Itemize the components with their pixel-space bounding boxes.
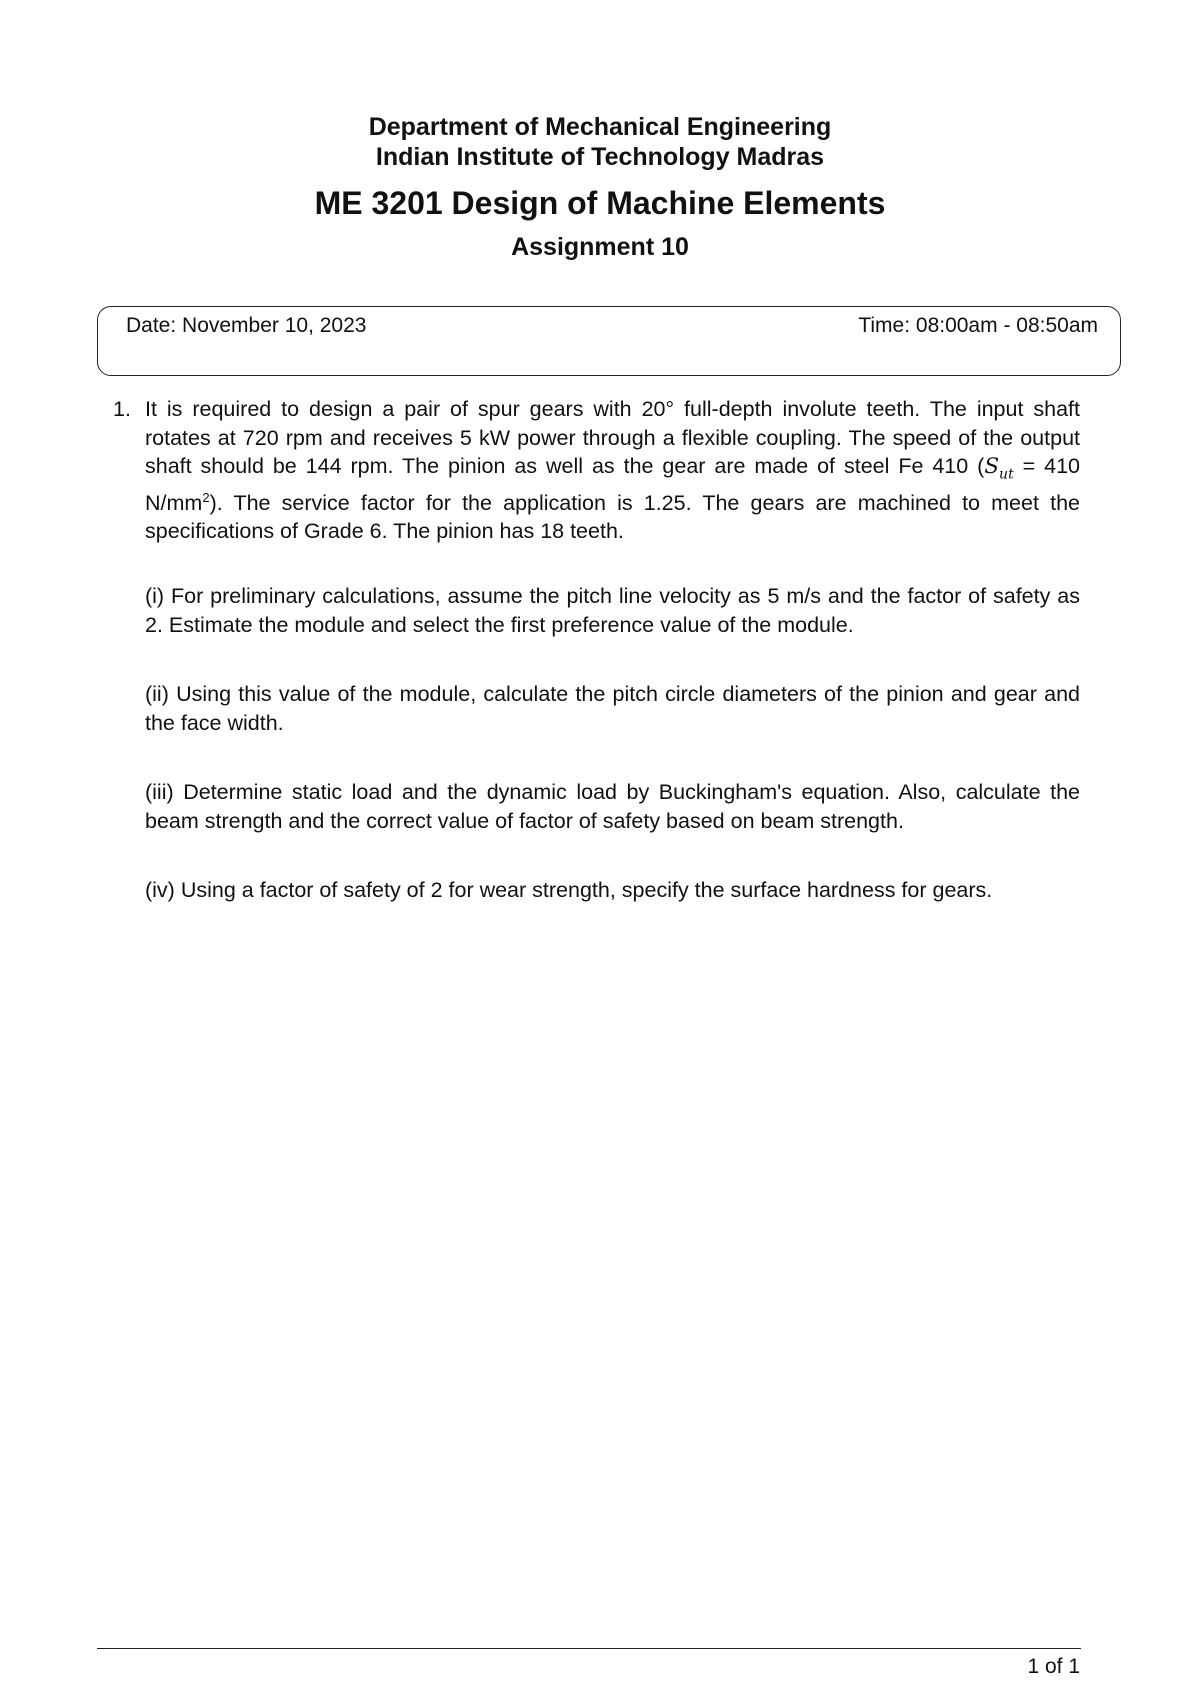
problem-statement xyxy=(145,395,1080,546)
exam-date: Date: November 10, 2023 xyxy=(126,314,367,337)
exam-time: Time: 08:00am - 08:50am xyxy=(858,314,1098,337)
part-ii: (ii) Using this value of the module, calculate the pitch circle diameters of the pinion and gear and the face width. xyxy=(145,682,1080,735)
sut-symbol: S xyxy=(984,454,1000,479)
sut-subscript: ut xyxy=(999,466,1014,483)
part-iv: (iv) Using a factor of safety of 2 for wear strength, specify the surface hardness for gears. xyxy=(145,878,993,902)
pressure-angle: 20° xyxy=(641,397,675,421)
problem-number: 1. xyxy=(113,397,131,421)
problem-text-2: full-depth involute teeth. The input shaft rotates at 720 rpm and receives 5 kW power through a flexible coupling. The speed of the output shaft should be 144 rpm. The pinion as well as the gear are made of steel Fe 410 ( xyxy=(145,397,1080,478)
institute-name: Indian Institute of Technology Madras xyxy=(375,143,825,171)
unit-superscript: 2 xyxy=(202,489,210,505)
problem-text-3: = 410 N/mm xyxy=(145,454,1080,515)
part-iii: (iii) Determine static load and the dynamic load by Buckingham's equation. Also, calculate the beam strength and the correct value of factor of safety based on beam strength. xyxy=(145,780,1080,833)
part-i: (i) For preliminary calculations, assume the pitch line velocity as 5 m/s and the factor of safety as 2. Estimate the module and select the first preference value of the module. xyxy=(145,584,1080,637)
course-title: ME 3201 Design of Machine Elements xyxy=(314,185,886,221)
info-box xyxy=(97,306,1121,376)
problem-text-4: ). The service factor for the application is 1.25. The gears are machined to meet the specifications of Grade 6. The pinion has 18 teeth. xyxy=(145,490,1080,544)
page-number: 1 of 1 xyxy=(1027,1655,1080,1678)
problem-text-1: It is required to design a pair of spur gears with xyxy=(145,397,642,421)
department-name: Department of Mechanical Engineering xyxy=(368,113,832,141)
footer-rule xyxy=(97,1648,1081,1649)
assignment-title: Assignment 10 xyxy=(511,233,689,261)
